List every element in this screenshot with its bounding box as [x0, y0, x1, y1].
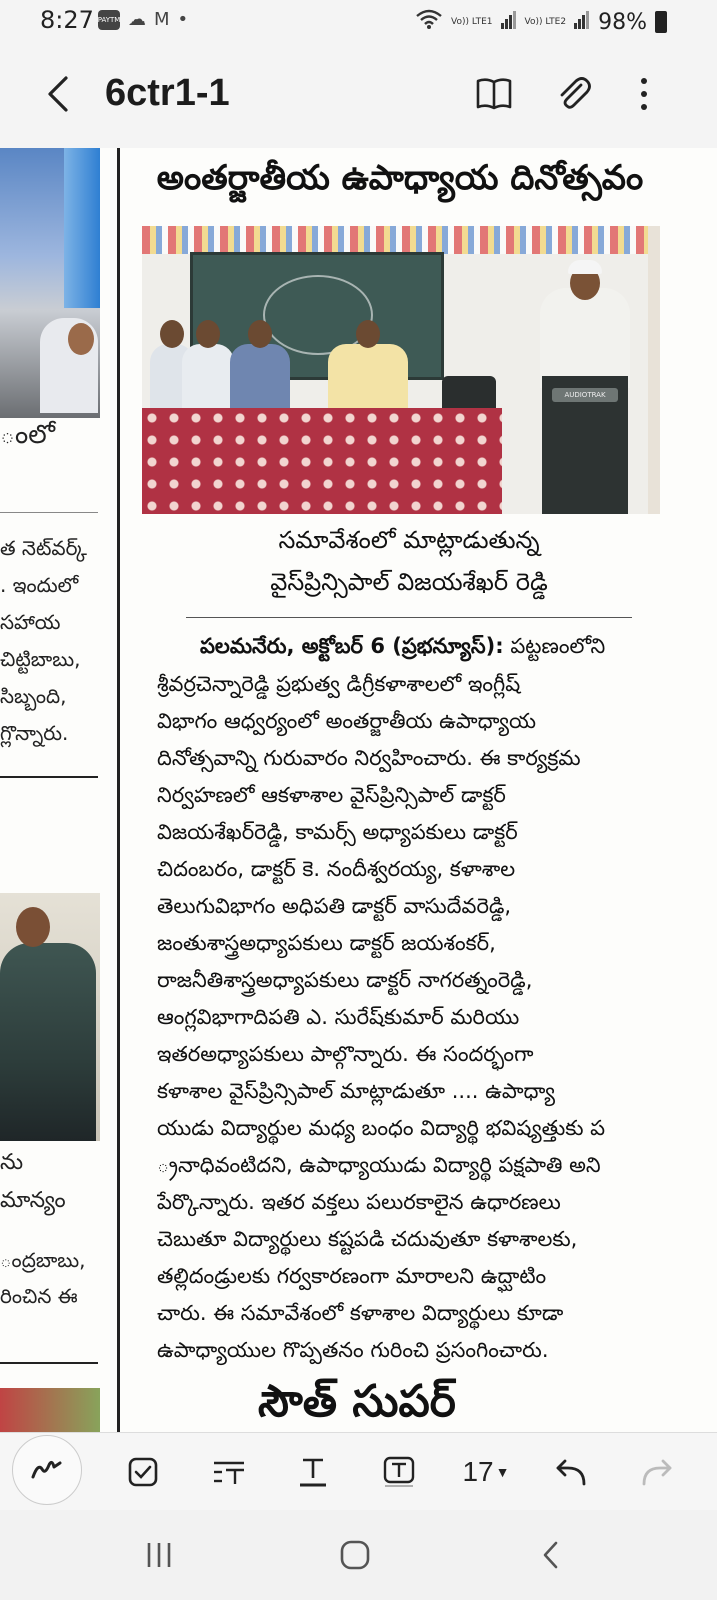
undo-icon: [554, 1458, 588, 1486]
underline-text-tool-button[interactable]: [290, 1447, 336, 1497]
left-col-line: మాన్యం: [0, 1188, 66, 1213]
annotation-toolbar: [0, 1432, 717, 1510]
article-body-line: కళాశాల వైస్‌ప్రిన్సిపాల్ మాట్లాడుతూ .... ఉపాధ్యా: [157, 1079, 555, 1103]
checkbox-tool-button[interactable]: [120, 1447, 166, 1497]
left-col-line: రించిన ఈ: [0, 1284, 78, 1308]
checkbox-icon: [128, 1457, 158, 1487]
article-body-line: దినోత్సవాన్ని గురువారం నిర్వహించారు. ఈ కార్యక్రమ: [157, 746, 581, 770]
left-col-line: సహాయ: [0, 610, 61, 634]
left-photo-top: [0, 148, 100, 418]
paytm-icon: PAYTM: [98, 10, 120, 30]
article-body-line: జంతుశాస్త్రఅధ్యాపకులు డాక్టర్ జయశంకర్,: [157, 931, 496, 955]
left-photo-bottom: [0, 1388, 100, 1432]
article-body-line: చారు. ఈ సమావేశంలో కళాశాల విద్యార్థులు కూడా: [157, 1301, 564, 1325]
article-body-line: విజయశేఖర్‌రెడ్డి, కామర్స్ అధ్యాపకులు డాక్టర్: [157, 820, 518, 844]
undo-button[interactable]: [548, 1447, 594, 1497]
left-col-rule: [0, 512, 98, 513]
dot-icon: •: [177, 9, 189, 30]
left-col-line: గ్లొన్నారు.: [0, 721, 69, 745]
back-chevron-icon: [541, 1540, 561, 1570]
cloud-icon: ☁: [128, 9, 146, 30]
article-body-line: చిదంబరం, డాక్టర్ కె. నందీశ్వరయ్య, కళాశాల: [157, 857, 516, 881]
back-arrow-icon: [46, 74, 70, 114]
left-column: [0, 148, 102, 1432]
signal2-icon: [574, 9, 590, 35]
left-photo-middle: [0, 893, 100, 1141]
home-button[interactable]: [330, 1532, 380, 1578]
document-title: 6ctr1-1: [105, 72, 230, 114]
caption-rule: [186, 617, 632, 618]
article-body-line: ఉపాధ్యాయుల గొప్పతనం గురించి ప్రసంగించారు.: [157, 1338, 549, 1362]
font-size-selector[interactable]: [454, 1447, 518, 1497]
dropdown-arrow-icon: ▼: [495, 1464, 510, 1480]
article-body-line: నిర్వహణలో ఆకళాశాల వైస్‌ప్రిన్సిపాల్ డాక్టర్: [157, 783, 506, 807]
reading-mode-button[interactable]: [474, 74, 514, 114]
article-headline: అంతర్జాతీయ ఉపాధ్యాయ దినోత్సవం: [156, 158, 644, 198]
text-box-tool-button[interactable]: [376, 1447, 422, 1497]
status-right: [415, 8, 667, 36]
left-col-line: ను: [0, 1150, 24, 1175]
left-col-line: చిట్టిబాబు,: [0, 647, 81, 671]
status-bar: [0, 0, 717, 44]
article-body-line: ఆంగ్లవిభాగాదిపతి ఎ. సురేష్‌కుమార్ మరియు: [157, 1005, 520, 1029]
status-time: 8:27: [40, 6, 94, 34]
article-photo: [142, 226, 660, 514]
article-body-line: ఇతరఅధ్యాపకులు పాల్గొన్నారు. ఈ సందర్భంగా: [157, 1042, 534, 1066]
battery-icon: [655, 11, 667, 33]
next-article-headline: సౌత్ సుపర్: [258, 1376, 456, 1427]
recent-apps-button[interactable]: [134, 1532, 184, 1578]
left-col-rule: [0, 1362, 98, 1364]
notification-icons: [98, 10, 188, 30]
redo-button[interactable]: [634, 1447, 680, 1497]
left-col-rule: [0, 776, 98, 778]
article-body-line: చెబుతూ విద్యార్థులు కష్టపడి చదువుతూ కళాశాలకు,: [157, 1227, 578, 1251]
lte1-label: Vo)) LTE1: [451, 17, 493, 27]
article-body-line: యుడు విద్యార్థుల మధ్య బంధం విద్యార్థి భవిష్యత్తుకు ప: [157, 1116, 606, 1140]
text-box-icon: [383, 1456, 415, 1488]
battery-percent: 98%: [598, 9, 647, 35]
pen-icon: [30, 1455, 64, 1485]
left-col-line: ంద్రబాబు,: [0, 1248, 86, 1272]
system-navigation-bar: [0, 1510, 717, 1600]
system-back-button[interactable]: [526, 1532, 576, 1578]
text-underline-icon: [298, 1456, 328, 1488]
pen-tool-button[interactable]: [12, 1435, 82, 1505]
redo-icon: [640, 1458, 674, 1486]
back-button[interactable]: [38, 72, 78, 116]
article-body-line: ్రనాధివంటిదని, ఉపాధ్యాయుడు విద్యార్థి పక్షపాతి అని: [157, 1153, 601, 1177]
podium-brand: AUDIOTRAK: [552, 388, 618, 402]
left-col-line: . ఇందులో: [0, 573, 79, 597]
book-icon: [475, 77, 513, 111]
photo-caption-line: వైస్‌ప్రిన్సిపాల్ విజయశేఖర్ రెడ్డి: [270, 568, 548, 596]
gmail-icon: M: [154, 9, 170, 30]
home-icon: [339, 1539, 371, 1571]
kebab-menu-icon: [639, 77, 649, 111]
paperclip-icon: [555, 75, 593, 113]
lte2-label: Vo)) LTE2: [524, 17, 567, 27]
article-body-line: తల్లిదండ్రులకు గర్వకారణంగా మారాలని ఉద్ఘాటిం: [157, 1264, 547, 1288]
left-col-line: త నెట్‌వర్క్: [0, 536, 87, 560]
more-options-button[interactable]: [624, 74, 664, 114]
app-bar: [0, 44, 717, 148]
photo-caption-line: సమావేశంలో మాట్లాడుతున్న: [278, 526, 540, 554]
wifi-icon: [415, 8, 443, 36]
article-body-line: రాజనీతిశాస్త్రఅధ్యాపకులు డాక్టర్ నాగరత్నంరెడ్డి,: [157, 968, 533, 992]
article-body-line: పట్టణంలోని: [510, 634, 606, 658]
recent-apps-icon: [144, 1541, 174, 1569]
attach-button[interactable]: [554, 74, 594, 114]
signal1-icon: [501, 9, 517, 35]
column-divider: [117, 148, 120, 1432]
article-body-line: విభాగం ఆధ్వర్యంలో అంతర్జాతీయ ఉపాధ్యాయ: [157, 709, 537, 733]
document-viewport[interactable]: [0, 148, 717, 1432]
article-body-line: పేర్కొన్నారు. ఇతర వక్తలు పలురకాలైన ఉధారణలు: [157, 1190, 561, 1214]
font-size-value: 17: [462, 1456, 494, 1487]
left-col-line: సిబ్బంది,: [0, 684, 67, 708]
text-format-icon: [212, 1458, 246, 1486]
article-body-line: శ్రీవర్రచెన్నారెడ్డి ప్రభుత్వ డిగ్రీకళాశాలలో ఇంగ్లీష్: [157, 672, 521, 696]
text-align-tool-button[interactable]: [206, 1447, 252, 1497]
article-body-line: తెలుగువిభాగం అధిపతి డాక్టర్ వాసుదేవరెడ్డి,: [157, 894, 512, 918]
article-dateline: పలమనేరు, అక్టోబర్ 6 (ప్రభన్యూస్):: [200, 634, 504, 658]
left-col-line: ంలో: [0, 420, 55, 450]
